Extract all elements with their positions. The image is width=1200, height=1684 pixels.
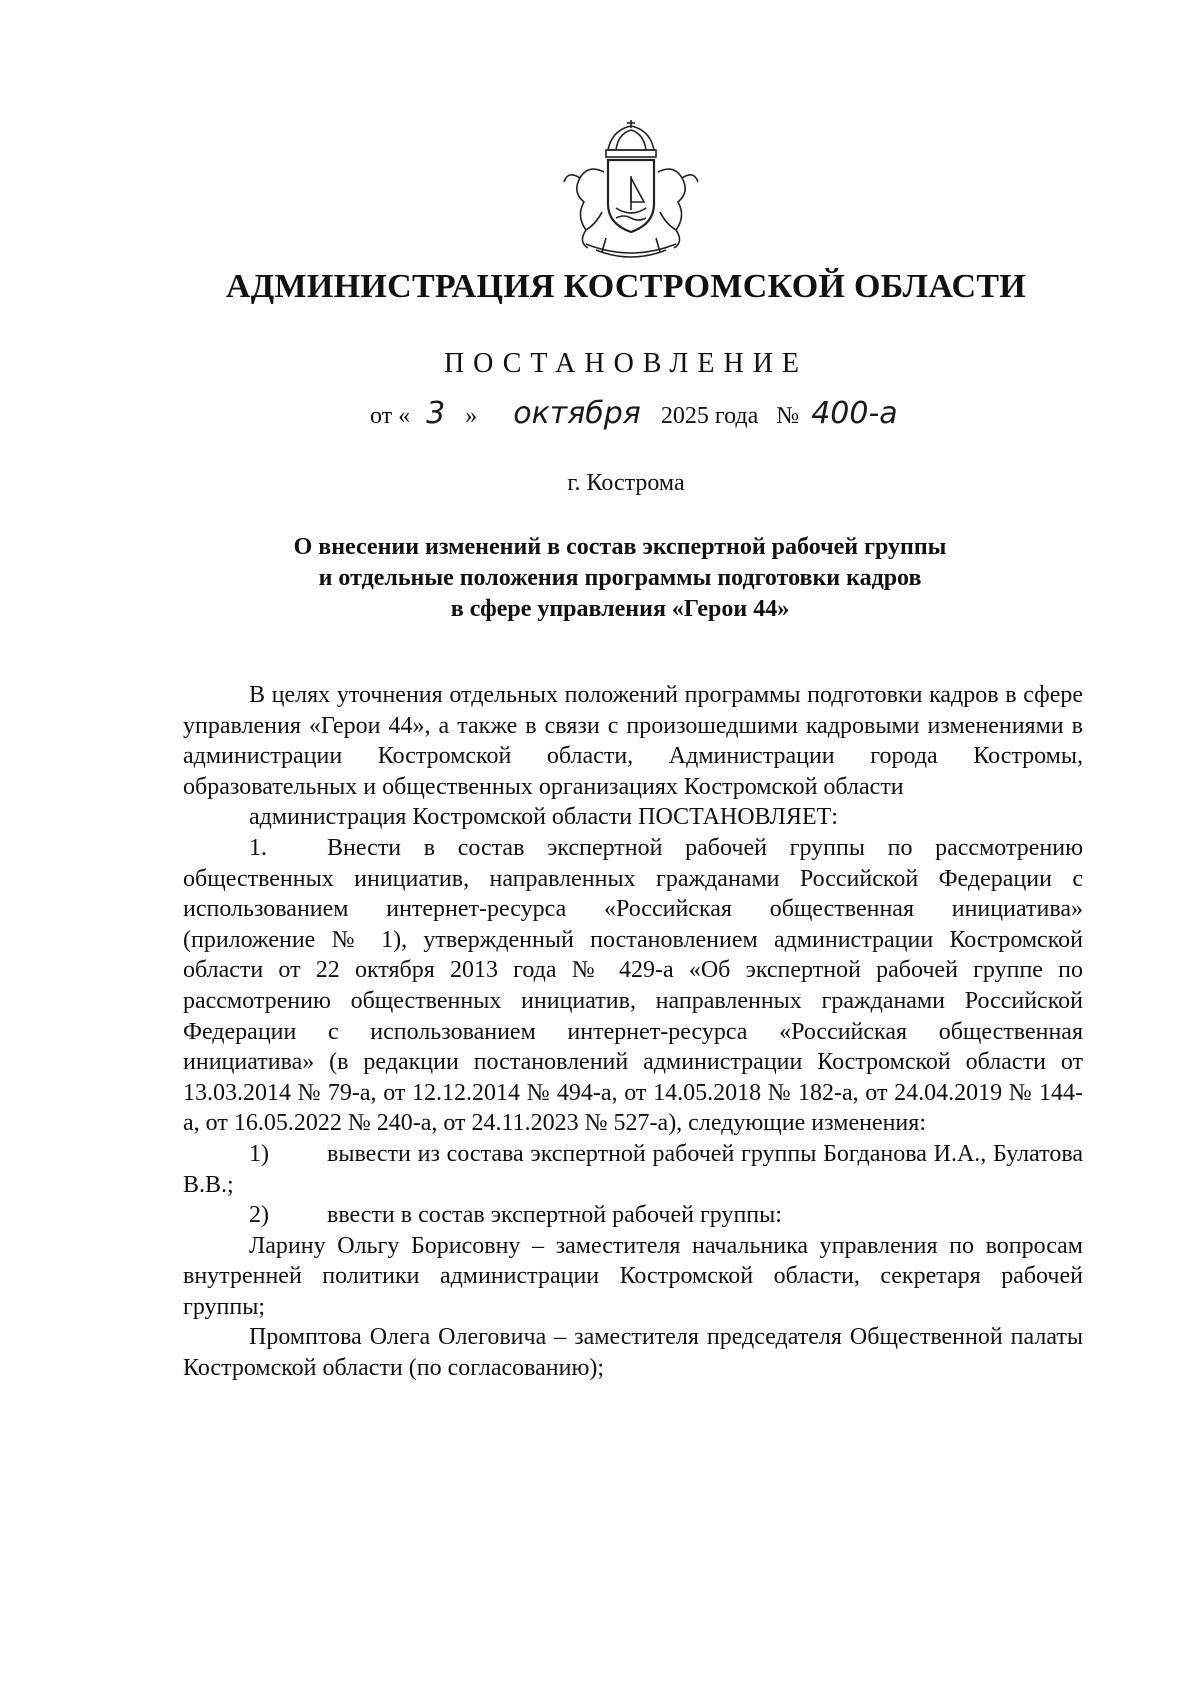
handwritten-month: октября <box>513 396 641 431</box>
item-1-paragraph <box>183 833 1083 1139</box>
resolves-paragraph: администрация Костромской области ПОСТАНОВЛЯЕТ: <box>249 804 838 831</box>
subitem-1-text: вывести из состава экспертной рабочей группы Богданова И.А., Булатова В.В.; <box>183 1140 1083 1198</box>
item-1-text: Внести в состав экспертной рабочей группы по рассмотрению общественных инициатив, направленных гражданами Российской Федерации с использованием интернет-ресурса «Российская общественная инициатива» (приложение № 1), утвержденный постановлением администрации Костромской области от 22 октября 2013 года № 429-а «Об экспертной рабочей группе по рассмотрению общественных инициатив, направленных гражданами Российской Федерации с использованием интернет-ресурса «Российская общественная инициатива» (в редакции постановлений администрации Костромской области от 13.03.2014 № 79-а, от 12.12.2014 № 494-а, от 14.05.2018 № 182-а, от 24.04.2019 № 144-а, от 16.05.2022 № 240-а, от 24.11.2023 № 527-а), следующие изменения: <box>183 834 1083 1137</box>
number-label: № <box>776 403 800 429</box>
subitem-1-paragraph <box>183 1139 1083 1200</box>
item-1-number: 1. <box>249 834 267 861</box>
document-body <box>183 680 1083 1384</box>
person-1-paragraph: Ларину Ольгу Борисовну – заместителя начальника управления по вопросам внутренней политики администрации Костромской области, секретаря рабочей группы; <box>183 1232 1083 1320</box>
handwritten-day: 3 <box>426 396 446 431</box>
title-line-2: и отдельные положения программы подготовки кадров <box>318 565 922 591</box>
subitem-2-text: ввести в состав экспертной рабочей группы: <box>327 1202 782 1229</box>
subitem-1-number: 1) <box>249 1140 269 1167</box>
date-line <box>370 396 898 431</box>
person-2-paragraph: Промптова Олега Олеговича – заместителя председателя Общественной палаты Костромской области (по согласованию); <box>183 1324 1083 1382</box>
subitem-2-number: 2) <box>249 1202 269 1229</box>
year-text: 2025 года <box>660 403 759 429</box>
subitem-2-paragraph <box>183 1200 1083 1231</box>
title-line-3: в сфере управления «Герои 44» <box>450 596 790 622</box>
preamble-paragraph: В целях уточнения отдельных положений программы подготовки кадров в сфере управления «Герои 44», а также в связи с произошедшими кадровыми изменениями в администрации Костромской области, Администрации города Костромы, образовательных и общественных организациях Костромской области <box>183 682 1083 800</box>
date-quote-close: » <box>465 403 478 429</box>
coat-of-arms-emblem <box>546 112 716 262</box>
city: г. Кострома <box>567 470 685 496</box>
date-prefix: от « <box>370 403 411 429</box>
document-title <box>200 532 1040 625</box>
document-type: ПОСТАНОВЛЕНИЕ <box>443 348 809 379</box>
title-line-1: О внесении изменений в состав экспертной рабочей группы <box>293 534 947 560</box>
organization-title: АДМИНИСТРАЦИЯ КОСТРОМСКОЙ ОБЛАСТИ <box>225 268 1027 305</box>
handwritten-number: 400-а <box>811 396 898 431</box>
